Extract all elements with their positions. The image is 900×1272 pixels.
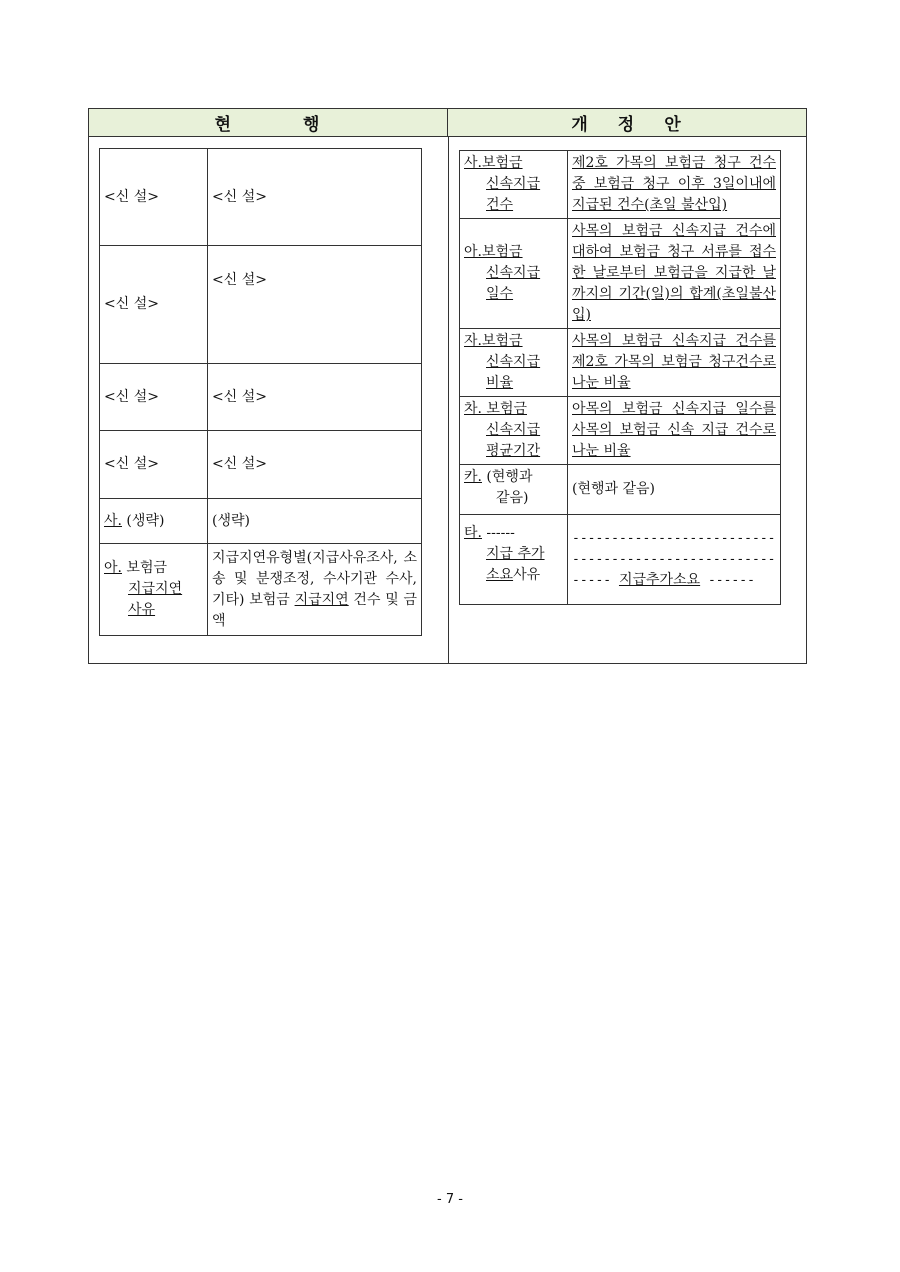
cell-content — [568, 515, 781, 605]
item-title: 신속지급 — [486, 176, 541, 192]
table-row — [100, 544, 422, 636]
cell-item: <신 설> — [100, 364, 208, 431]
cell-item — [460, 515, 568, 605]
content-text-underlined: 지급지연 — [294, 591, 349, 608]
cell-item: <신 설> — [100, 431, 208, 499]
content-text: 지급지연유형별(지급사유조사, 소송 및 분쟁조정, 수사기관 수사, 기타) 보험금 — [212, 549, 417, 608]
cell-item: <신 설> — [100, 149, 208, 246]
header-proposed — [448, 109, 806, 137]
table-row — [460, 515, 781, 605]
content-dashes: --------------------------------------------------------- — [572, 531, 776, 588]
header-proposed-char-2: 정 — [617, 115, 637, 135]
item-text-underlined: 사유 — [128, 602, 156, 618]
cell-item — [460, 151, 568, 219]
table-row — [460, 219, 781, 329]
item-title: 건수 — [486, 197, 514, 213]
table-row — [460, 465, 781, 515]
cell-content: 사목의 보험금 신속지급 건수에 대하여 보험금 청구 서류를 접수한 날로부터 보험금을 지급한 날까지의 기간(일)의 합계(초일불산입) — [568, 219, 781, 329]
cell-content: 아목의 보험금 신속지급 일수를 사목의 보험금 신속 지급 건수로 나눈 비율 — [568, 397, 781, 465]
item-title: 신속지급 — [486, 265, 541, 281]
item-title: 사.보험금 — [464, 155, 523, 171]
item-title: 신속지급 — [486, 422, 541, 438]
item-text: 보험금 — [121, 560, 168, 576]
page-number: - 7 - — [437, 1192, 463, 1207]
item-prefix: 타. — [464, 525, 482, 541]
item-text: (생략) — [121, 512, 165, 529]
item-title: 신속지급 — [486, 354, 541, 370]
item-prefix: 사. — [104, 512, 122, 529]
content-text-tail: 건수 및 금액 — [212, 591, 418, 629]
item-text: (현행과 — [481, 469, 533, 485]
table-row — [100, 364, 422, 431]
header-proposed-char-3: 안 — [664, 115, 683, 135]
table-row — [100, 149, 422, 246]
item-title: 평균기간 — [486, 443, 541, 459]
cell-item — [100, 499, 208, 544]
cell-item — [460, 397, 568, 465]
item-text: 사유 — [513, 567, 541, 583]
item-text: ------ — [481, 525, 515, 541]
item-title: 비율 — [486, 375, 514, 391]
current-table — [99, 148, 422, 636]
table-row — [100, 499, 422, 544]
header-current — [89, 109, 448, 137]
header-proposed-char-1: 개 — [571, 115, 590, 135]
cell-content: <신 설> — [208, 431, 422, 499]
table-row — [460, 329, 781, 397]
item-text-underlined: 소요 — [486, 567, 514, 583]
header-current-char-2: 행 — [303, 115, 322, 135]
table-row — [100, 431, 422, 499]
content-text-tail: ------ — [700, 573, 755, 588]
cell-content: 사목의 보험금 신속지급 건수를 제2호 가목의 보험금 청구건수로 나눈 비율 — [568, 329, 781, 397]
item-title: 차. 보험금 — [464, 401, 527, 417]
cell-content: <신 설> — [208, 149, 422, 246]
cell-item — [460, 465, 568, 515]
cell-content: <신 설> — [208, 364, 422, 431]
header-current-char-1: 현 — [214, 115, 233, 135]
cell-content: (생략) — [208, 499, 422, 544]
item-title: 자.보험금 — [464, 333, 523, 349]
cell-content: 제2호 가목의 보험금 청구 건수 중 보험금 청구 이후 3일이내에 지급된 건수(초일 불산입) — [568, 151, 781, 219]
table-row — [100, 246, 422, 364]
item-prefix: 카. — [464, 469, 482, 485]
item-text-underlined: 지급 추가 — [486, 546, 545, 562]
item-title: 아.보험금 — [464, 244, 523, 260]
item-prefix: 아. — [104, 560, 122, 576]
cell-item — [460, 329, 568, 397]
item-title: 일수 — [486, 286, 514, 302]
item-text: 같음) — [496, 490, 529, 506]
table-row — [460, 397, 781, 465]
cell-content: <신 설> — [208, 246, 422, 364]
content-text-underlined: 지급추가소요 — [618, 572, 701, 588]
cell-item: <신 설> — [100, 246, 208, 364]
cell-content: (현행과 같음) — [568, 465, 781, 515]
cell-item — [460, 219, 568, 329]
proposed-table — [459, 150, 781, 605]
item-text-underlined: 지급지연 — [128, 581, 183, 597]
cell-item — [100, 544, 208, 636]
comparison-table — [88, 108, 807, 664]
table-row — [460, 151, 781, 219]
cell-content — [208, 544, 422, 636]
column-divider — [448, 137, 449, 663]
